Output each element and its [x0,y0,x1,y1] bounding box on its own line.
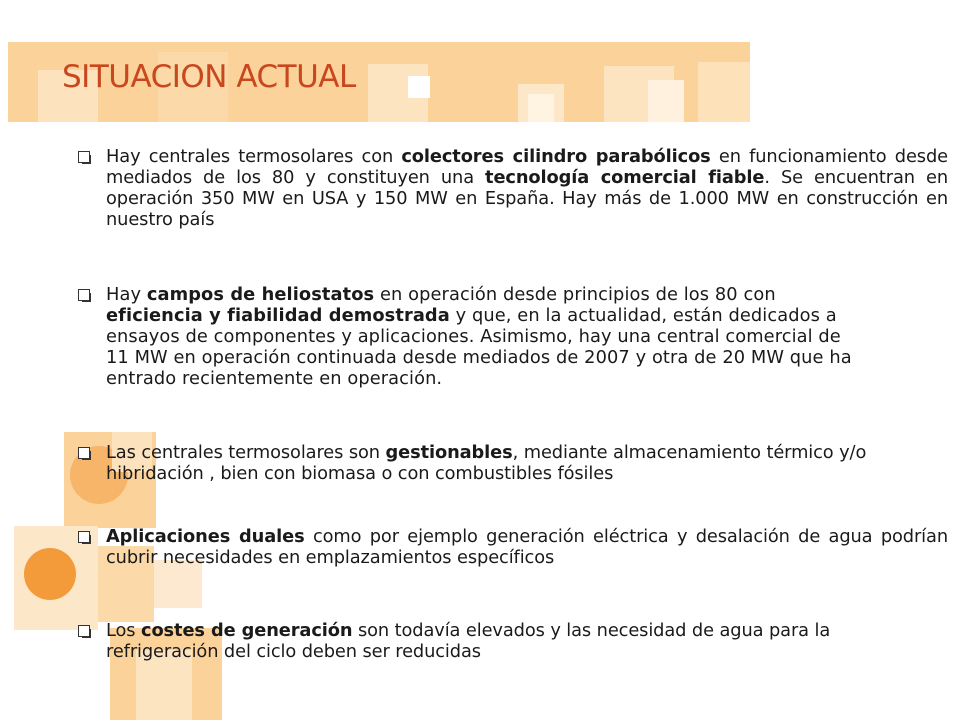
bullet-item: Hay campos de heliostatos en operación desde principios de los 80 con eficiencia y fiabilidad demostrada y que, en la actualidad, están dedicados a ensayos de componentes y aplicaciones. Asimismo, hay una central comercial de 11 MW en operación continuada desde mediados de 2007 y otra de 20 MW que ha entrado recientemente en operación. [74,284,866,389]
bullet-item: Hay centrales termosolares con colectores cilindro parabólicos en funcionamiento desde mediados de los 80 y constituyen una tecnología comercial fiable. Se encuentran en operación 350 MW en USA y 150 MW en España. Hay más de 1.000 MW en construcción en nuestro país [74,146,948,230]
bullet-item: Aplicaciones duales como por ejemplo generación eléctrica y desalación de agua podrían cubrir necesidades en emplazamientos específicos [74,526,948,568]
checkbox-bullet-icon [78,531,90,543]
bullet-item: Las centrales termosolares son gestionables, mediante almacenamiento térmico y/o hibridación , bien con biomasa o con combustibles fósiles [74,442,948,484]
banner-square [408,76,430,98]
banner-square [648,80,684,122]
checkbox-bullet-icon [78,447,90,459]
checkbox-bullet-icon [78,289,90,301]
decor-circle [24,548,76,600]
checkbox-bullet-icon [78,625,90,637]
banner-square [698,62,750,122]
banner-square [528,94,554,122]
bullet-item: Los costes de generación son todavía elevados y las necesidad de agua para la refrigeración del ciclo deben ser reducidas [74,620,948,662]
checkbox-bullet-icon [78,151,90,163]
page-title: SITUACION ACTUAL [62,59,356,95]
